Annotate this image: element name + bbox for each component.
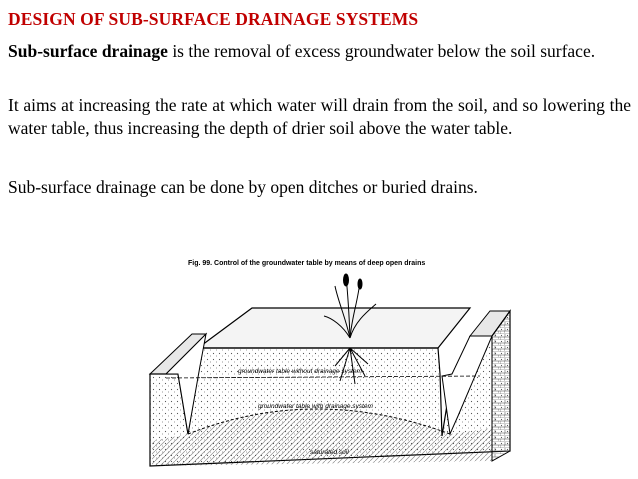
term-subsurface-drainage: Sub-surface drainage (8, 41, 168, 61)
figure-caption: Fig. 99. Control of the groundwater table by means of deep open drains (188, 260, 426, 267)
field-top-surface (198, 308, 470, 348)
page-title: DESIGN OF SUB-SURFACE DRAINAGE SYSTEMS (8, 9, 419, 29)
drainage-illustration (140, 256, 525, 474)
paragraph-methods: Sub-surface drainage can be done by open ditches or buried drains. (8, 177, 478, 197)
label-water-table-without: groundwater table without drainage system (238, 368, 362, 375)
paragraph-aims: It aims at increasing the rate at which water will drain from the soil, and so lowering the water table, thus increasing the depth of drier soil above the water table. (8, 95, 631, 138)
label-saturated-soil: saturated soil (310, 449, 349, 456)
definition-text: is the removal of excess groundwater below the soil surface. (167, 41, 596, 61)
label-water-table-with: groundwater table with drainage system (258, 403, 373, 410)
paragraph-definition (8, 40, 631, 63)
right-side-face (492, 311, 510, 461)
drainage-figure (140, 256, 525, 474)
